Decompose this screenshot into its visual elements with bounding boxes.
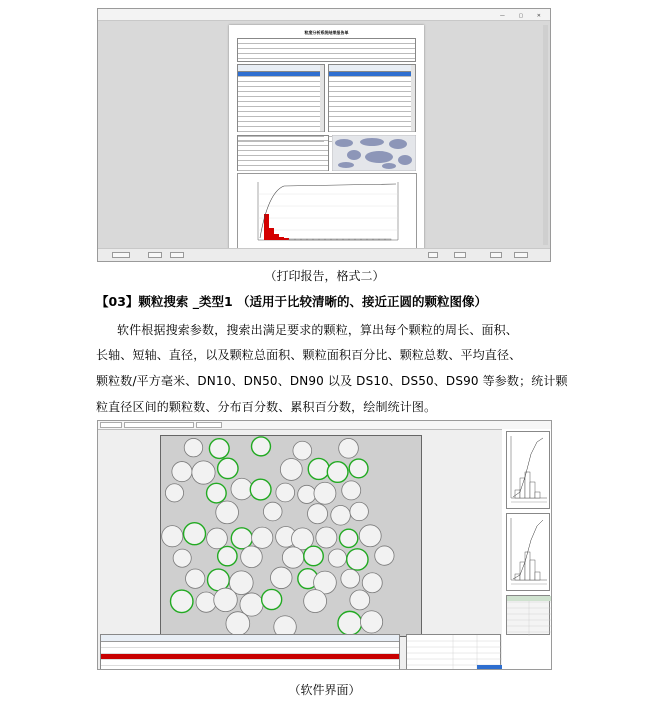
particle-image-thumbnail [332, 135, 416, 171]
particle [331, 505, 351, 525]
particle [192, 461, 215, 484]
table-scrollbar[interactable] [411, 65, 415, 131]
particle [362, 573, 382, 593]
particle [350, 502, 368, 520]
section-heading: 【03】颗粒搜索 _类型1 （适用于比较清晰的、接近正圆的颗粒图像） [96, 294, 488, 309]
option-checkbox[interactable] [170, 252, 184, 258]
statistics-panel [502, 429, 552, 670]
particle [350, 590, 370, 610]
paragraph-line-3: 颗粒数/平方毫米、DN10、DN50、DN90 以及 DS10、DS50、DS90 等参数；统计颗 [96, 374, 568, 388]
particle [165, 484, 183, 502]
particle [276, 483, 295, 502]
particle [252, 437, 271, 456]
histogram-plot [238, 174, 418, 254]
particle [262, 589, 282, 609]
particle [173, 549, 191, 567]
summary-grid [407, 635, 502, 670]
paragraph-line-4: 粒直径区间的颗粒数、分布百分数、累积百分数，绘制统计图。 [96, 400, 437, 414]
particle [231, 478, 253, 500]
particle [347, 549, 368, 570]
particle [172, 462, 192, 482]
tab-2[interactable] [124, 422, 194, 428]
report-toolbar [98, 248, 550, 261]
particle [218, 458, 238, 478]
particle [252, 527, 273, 548]
particle [274, 616, 297, 636]
particle [340, 529, 358, 547]
particle [304, 546, 324, 566]
report-info-table [237, 38, 416, 62]
close-preview-button[interactable] [514, 252, 528, 258]
paragraph-line-1: 软件根据搜索参数，搜索出满足要求的颗粒，算出每个颗粒的周长、面积、 [117, 323, 518, 337]
particle [162, 526, 183, 547]
particle [280, 459, 302, 481]
distribution-chart-2 [506, 513, 550, 591]
particle [218, 546, 237, 565]
figure-caption-report: （打印报告，格式二） [264, 269, 385, 283]
particle [231, 528, 252, 549]
distribution-table-left [237, 64, 325, 132]
particle [359, 525, 381, 547]
window-controls[interactable]: — ▢ ✕ [499, 13, 547, 19]
particle [339, 438, 359, 458]
figure-caption-software: （软件界面） [288, 683, 361, 697]
particle [338, 611, 362, 635]
tab-bar [98, 421, 551, 430]
particle [184, 523, 206, 545]
particle [349, 459, 368, 478]
distribution-table-right [328, 64, 416, 132]
report-screenshot [97, 8, 551, 262]
particle [304, 590, 327, 613]
particle [342, 481, 361, 500]
particle [184, 438, 202, 456]
report-histogram [237, 173, 417, 253]
particle [241, 546, 263, 568]
particle [209, 439, 229, 459]
particle [328, 549, 346, 567]
preview-scrollbar[interactable] [543, 25, 548, 245]
particle [250, 479, 271, 500]
software-screenshot [97, 420, 552, 670]
distribution-plot-1 [507, 432, 551, 510]
zoom-select[interactable] [454, 252, 466, 258]
report-page [229, 25, 424, 258]
particle [341, 569, 360, 588]
parameter-table [237, 135, 329, 171]
particle-micrograph[interactable] [160, 435, 422, 637]
particle [208, 569, 230, 591]
parameter-grid-lines [507, 596, 551, 636]
particle [327, 462, 348, 483]
print-button[interactable] [112, 252, 130, 258]
particle [207, 528, 228, 549]
particle [196, 592, 216, 612]
particle [270, 567, 292, 589]
distribution-chart-1 [506, 431, 550, 509]
particle [308, 504, 328, 524]
summary-table [406, 634, 501, 670]
parameter-grid [506, 595, 550, 635]
particle [186, 569, 205, 588]
particle [282, 547, 303, 568]
particle-data-table[interactable] [100, 634, 400, 670]
particle [171, 590, 193, 612]
distribution-plot-2 [507, 514, 551, 592]
particle [216, 501, 239, 524]
paragraph-line-2: 长轴、短轴、直径，以及颗粒总面积、颗粒面积百分比、颗粒总数、平均直径、 [96, 348, 522, 362]
particle [226, 612, 250, 636]
particle [293, 441, 312, 460]
particle [214, 588, 238, 612]
particle [263, 502, 282, 521]
particle-overlay [161, 436, 421, 636]
particle [298, 485, 316, 503]
tab-3[interactable] [196, 422, 222, 428]
window-titlebar [98, 9, 550, 21]
page-select[interactable] [490, 252, 502, 258]
tab-1[interactable] [100, 422, 122, 428]
particle [308, 458, 329, 479]
report-title: 粒度分析系统结果报告单 [304, 30, 349, 35]
particle [375, 546, 394, 565]
option-radio[interactable] [428, 252, 438, 258]
particle [360, 611, 382, 633]
particle [207, 483, 227, 503]
table-scrollbar[interactable] [320, 65, 324, 131]
particle [316, 527, 337, 548]
export-button[interactable] [148, 252, 162, 258]
particle [314, 482, 336, 504]
